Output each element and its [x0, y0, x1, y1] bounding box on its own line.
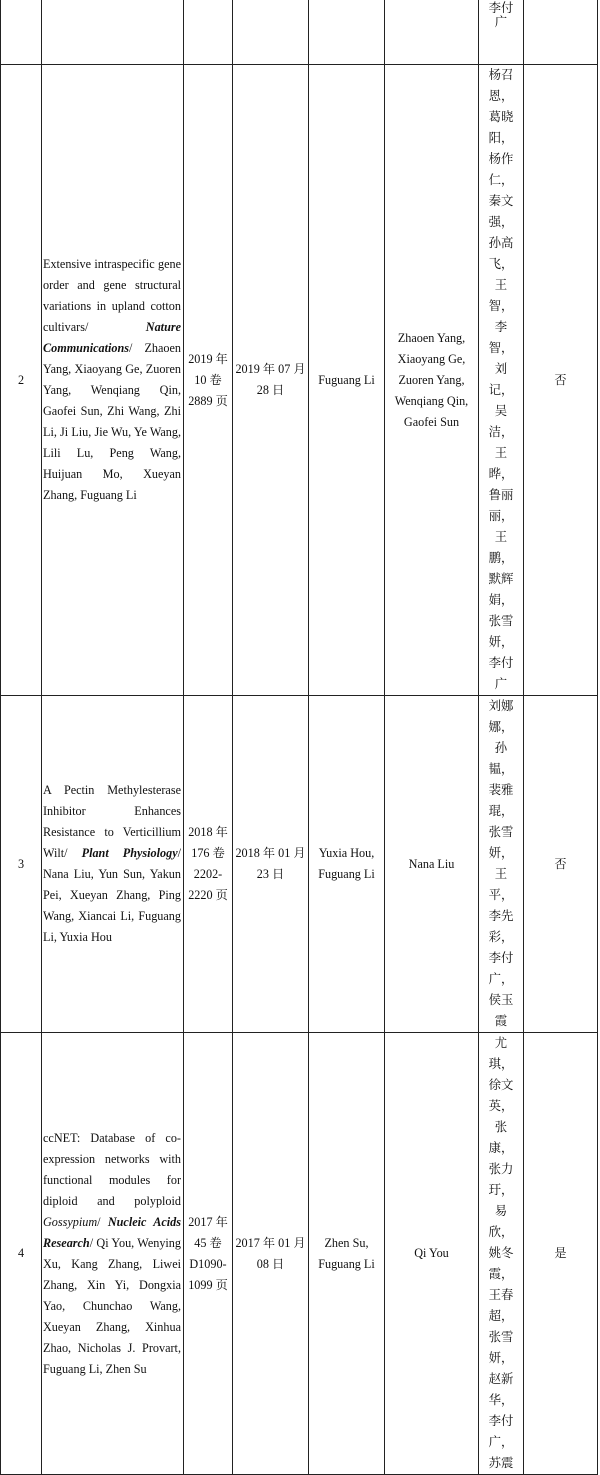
flag-cell: 否: [524, 65, 598, 696]
corresponding-author-cell: Yuxia Hou, Fuguang Li: [309, 696, 385, 1033]
table-row: [1, 65, 598, 696]
first-author-cell: [385, 0, 479, 65]
authors-cell: 刘娜娜，孙韫，裴雅琨，张雪妍，王平，李先彩，李付广，侯玉霞: [479, 696, 524, 1033]
journal-volume-cell: 2019 年 10 卷 2889 页: [184, 65, 233, 696]
journal-volume-cell: 2018 年 176 卷 2202-2220 页: [184, 696, 233, 1033]
table-row: [1, 1033, 598, 1475]
authors-cell: 李付广: [479, 0, 524, 65]
publish-date-cell: 2017 年 01 月 08 日: [233, 1033, 309, 1475]
row-number: 4: [1, 1033, 42, 1475]
corresponding-author-cell: Zhen Su, Fuguang Li: [309, 1033, 385, 1475]
corresponding-author-cell: Fuguang Li: [309, 65, 385, 696]
species-name: Gossypium: [43, 1214, 98, 1229]
first-author-cell: Zhaoen Yang, Xiaoyang Ge, Zuoren Yang, Wenqiang Qin, Gaofei Sun: [385, 65, 479, 696]
paper-cell: Extensive intraspecific gene order and gene structural variations in upland cotton cultivars/ Nature Communications/ Zhaoen Yang, Xiaoyang Ge, Zuoren Yang, Wenqiang Qin, Gaofei Sun, Zhi Wang, Zhi Li, Ji Liu, Jie Wu, Ye Wang, Lili Lu, Peng Wang, Huijuan Mo, Xueyan Zhang, Fuguang Li: [42, 65, 184, 696]
corresponding-author-cell: [309, 0, 385, 65]
journal-volume-cell: [184, 0, 233, 65]
authors-cell: 尤琪，徐文英，张康，张力玗，易欣，姚冬霞，王春超，张雪妍，赵新华，李付广，苏震: [479, 1033, 524, 1475]
flag-cell: 否: [524, 696, 598, 1033]
flag-cell: [524, 0, 598, 65]
publish-date-cell: [233, 0, 309, 65]
journal-volume-cell: 2017 年 45 卷 D1090-1099 页: [184, 1033, 233, 1475]
first-author-cell: Qi You: [385, 1033, 479, 1475]
first-author-cell: Nana Liu: [385, 696, 479, 1033]
publish-date-cell: 2019 年 07 月 28 日: [233, 65, 309, 696]
table-row: [1, 0, 598, 65]
journal-name: Nature Communications: [43, 320, 181, 355]
paper-cell: A Pectin Methylesterase Inhibitor Enhances Resistance to Verticillium Wilt/ Plant Physiology/ Nana Liu, Yun Sun, Yakun Pei, Xueyan Zhang, Ping Wang, Xiancai Li, Fuguang Li, Yuxia Hou: [42, 696, 184, 1033]
journal-name: Plant Physiology: [81, 846, 178, 860]
row-number: 3: [1, 696, 42, 1033]
publish-date-cell: 2018 年 01 月 23 日: [233, 696, 309, 1033]
authors-cell: 杨召恩，葛晓阳，杨作仁，秦文强，孙高飞，王智，李智，刘记，吴洁，王晔，鲁丽丽，王鹏，默辉娟，张雪妍，李付广: [479, 65, 524, 696]
paper-cell: ccNET: Database of co-expression networks with functional modules for diploid and polyploid Gossypium/ Nucleic Acids Research/ Qi You, Wenying Xu, Kang Zhang, Liwei Zhang, Xin Yi, Dongxia Yao, Chunchao Wang, Xueyan Zhang, Xinhua Zhao, Nicholas J. Provart, Fuguang Li, Zhen Su: [42, 1033, 184, 1475]
row-number: [1, 0, 42, 65]
table-row: [1, 696, 598, 1033]
flag-cell: 是: [524, 1033, 598, 1475]
journal-name: Nucleic Acids Research: [43, 1214, 182, 1250]
paper-cell: [42, 0, 184, 65]
row-number: 2: [1, 65, 42, 696]
